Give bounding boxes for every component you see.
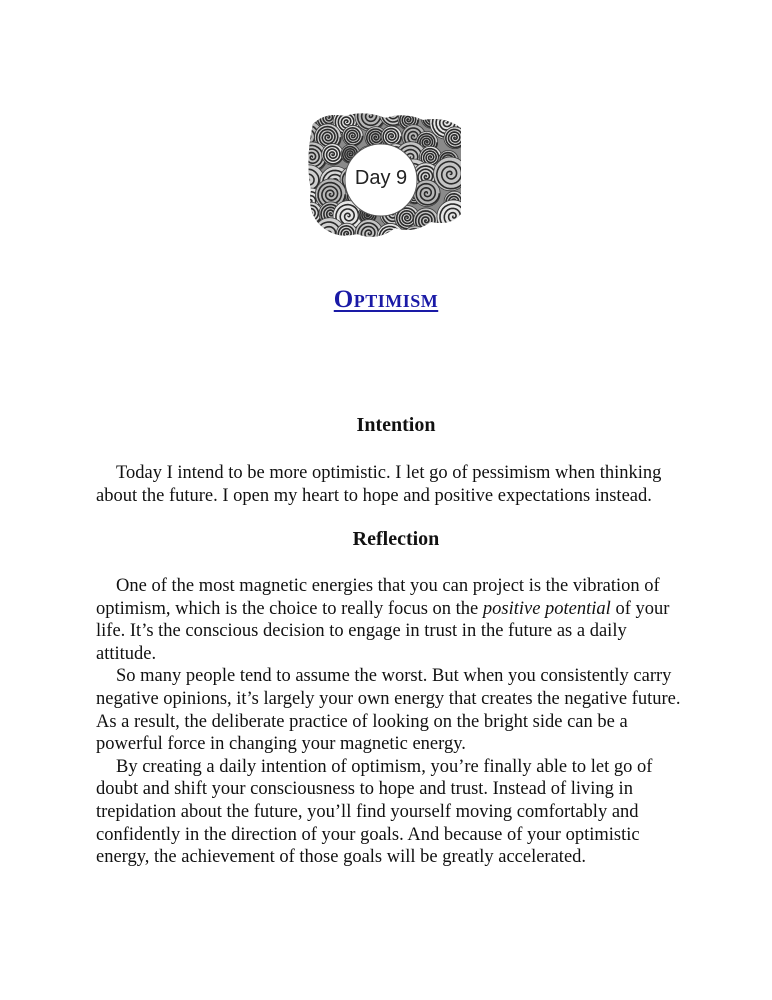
intention-paragraph: Today I intend to be more optimistic. I let go of pessimism when thinking about the future. I open my heart to hope and positive expectations instead.: [96, 463, 662, 506]
page-title[interactable]: Optimism: [333, 286, 439, 313]
reflection-paragraph-3: By creating a daily intention of optimism, you’re finally able to let go of doubt and shift your consciousness to hope and trust. Instead of living in trepidation about the future, you’ll find yourself moving comfortably and confidently in the direction of your goals. And because of your optimistic energy, the achievement of those goals will be greatly accelerated.: [96, 756, 653, 868]
day-label: Day 9: [354, 166, 408, 189]
reflection-p1-text-end: of your life. It’s the conscious decision to engage in trust in the future as a daily attitude.: [96, 598, 670, 664]
reflection-paragraph-2: So many people tend to assume the worst. But when you consistently carry negative opinions, it’s largely your own energy that creates the negative future. As a result, the deliberate practice of looking on the bright side can be a powerful force in changing your magnetic energy.: [96, 666, 681, 755]
reflection-paragraph-1: [96, 575, 681, 665]
reflection-heading: Reflection: [352, 528, 440, 550]
reflection-section: [96, 575, 681, 869]
intention-heading: Intention: [356, 414, 436, 436]
intention-section: [96, 462, 681, 507]
emphasized-phrase: positive potential: [482, 598, 611, 619]
day-badge: [305, 110, 463, 246]
reflection-p1-text-start: One of the most magnetic energies that you can project is the vibration of optimism, which is the choice to really focus on the: [96, 576, 660, 619]
